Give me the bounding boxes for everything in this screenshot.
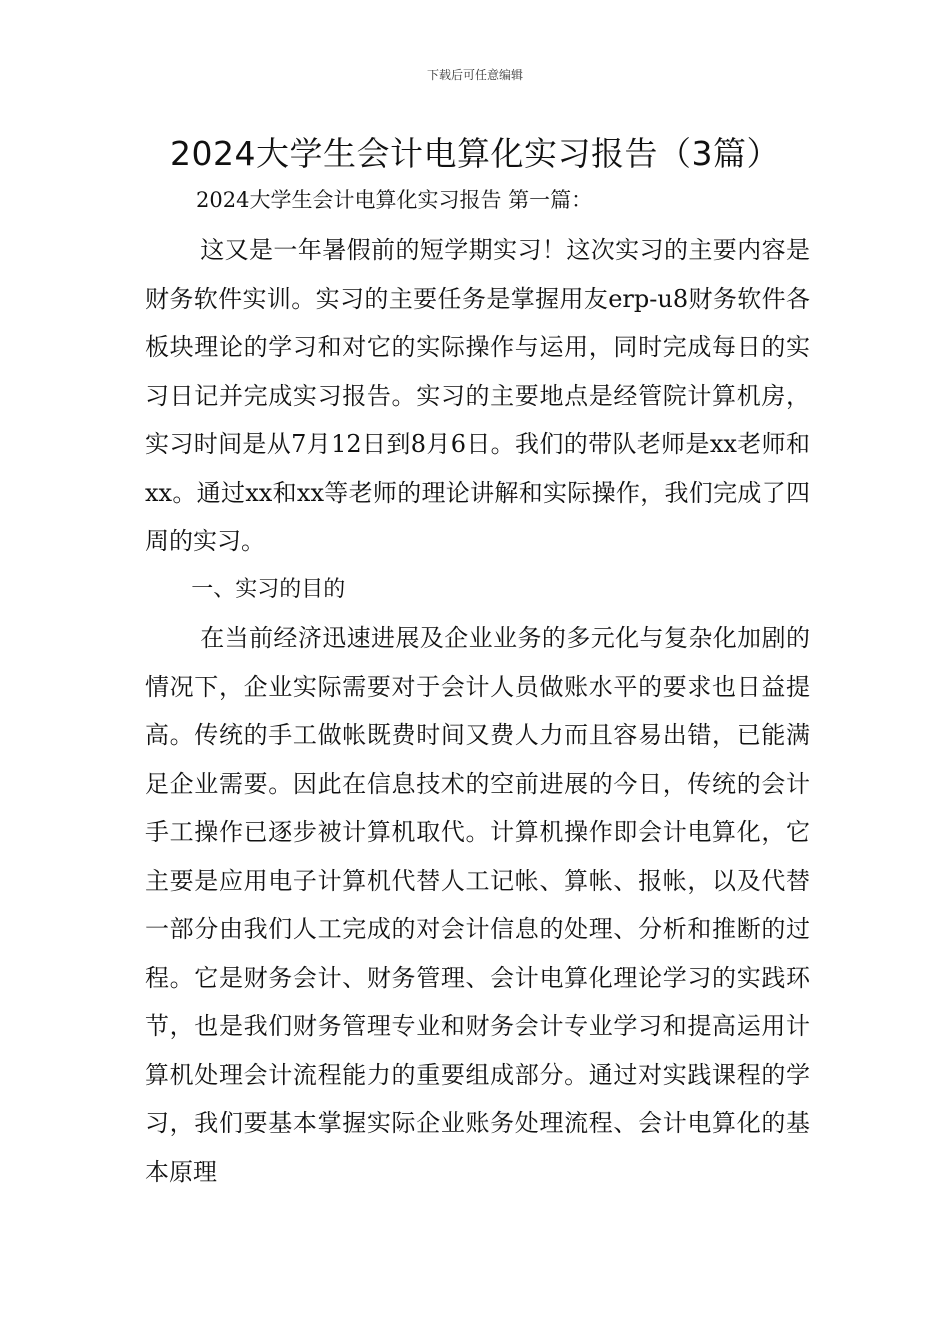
paragraph-purpose: 在当前经济迅速进展及企业业务的多元化与复杂化加剧的情况下，企业实际需要对于会计人员做账水平的要求也日益提高。传统的手工做帐既费时间又费人力而且容易出错，已能满足企业需要。因此在信息技术的空前进展的今日，传统的会计手工操作已逐步被计算机取代。计算机操作即会计电算化，它主要是应用电子计算机代替人工记帐、算帐、报帐，以及代替一部分由我们人工完成的对会计信息的处理、分析和推断的过程。它是财务会计、财务管理、会计电算化理论学习的实践环节，也是我们财务管理专业和财务会计专业学习和提高运用计算机处理会计流程能力的重要组成部分。通过对实践课程的学习，我们要基本掌握实际企业账务处理流程、会计电算化的基本原理 bbox=[145, 624, 810, 1186]
document-body bbox=[145, 226, 810, 1196]
header-note: 下载后可任意编辑 bbox=[426, 68, 523, 82]
section-heading: 一、实习的目的 bbox=[191, 576, 346, 602]
document-title: 2024大学生会计电算化实习报告（3篇） bbox=[170, 134, 780, 173]
section-subtitle: 2024大学生会计电算化实习报告 第一篇： bbox=[196, 188, 593, 212]
paragraph-intro: 这又是一年暑假前的短学期实习！这次实习的主要内容是财务软件实训。实习的主要任务是掌握用友erp-u8财务软件各板块理论的学习和对它的实际操作与运用，同时完成每日的实习日记并完成实习报告。实习的主要地点是经管院计算机房，实习时间是从7月12日到8月6日。我们的带队老师是xx老师和xx。通过xx和xx等老师的理论讲解和实际操作，我们完成了四周的实习。 bbox=[145, 236, 810, 555]
